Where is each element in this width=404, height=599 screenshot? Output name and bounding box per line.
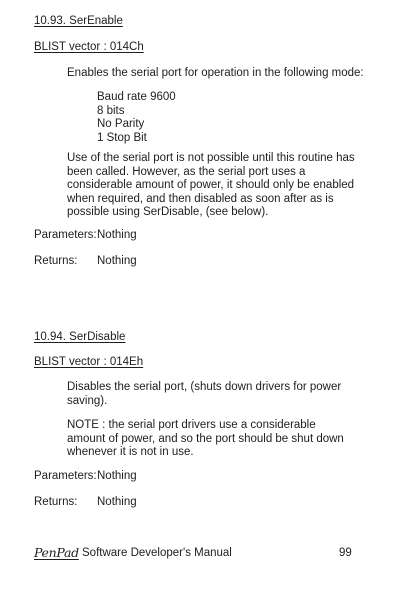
list-item-stop-bit: 1 Stop Bit (97, 131, 147, 144)
parameters-value: Nothing (97, 470, 137, 482)
serial-mode-list (97, 91, 176, 145)
returns-value: Nothing (97, 496, 137, 508)
serdisable-note: NOTE : the serial port drivers use a considerable amount of power, and so the port should be shut down whenever it is not in use. (67, 419, 344, 458)
serenable-parameters-row (34, 229, 137, 243)
serenable-intro: Enables the serial port for operation in the following mode: (67, 67, 364, 79)
parameters-value: Nothing (97, 229, 137, 241)
list-item-parity: No Parity (97, 118, 145, 130)
blist-vector-serenable: BLIST vector : 014Ch (34, 41, 144, 53)
serenable-returns-row (34, 255, 137, 269)
page-number: 99 (339, 547, 352, 559)
returns-value: Nothing (97, 255, 137, 267)
blist-vector-serdisable: BLIST vector : 014Eh (34, 356, 144, 368)
section-heading-serdisable: 10.94. SerDisable (34, 331, 126, 343)
serdisable-parameters-row (34, 470, 137, 484)
penpad-logo: PenPad (34, 545, 79, 560)
parameters-label: Parameters: (34, 470, 97, 482)
returns-label: Returns: (34, 255, 78, 267)
footer-title: Software Developer's Manual (82, 547, 232, 559)
serdisable-intro: Disables the serial port, (shuts down drivers for power saving). (67, 381, 342, 407)
parameters-label: Parameters: (34, 229, 97, 241)
section-heading-serenable: 10.93. SerEnable (34, 15, 123, 27)
list-item-baud-rate: Baud rate 9600 (97, 91, 176, 103)
returns-label: Returns: (34, 496, 78, 508)
list-item-data-bits: 8 bits (97, 104, 125, 117)
serenable-description: Use of the serial port is not possible until this routine has been called. However, as the serial port uses a considerable amount of power, it should only be enabled when required, and then disabled as soon after as is possible using SerDisable, (see below). (67, 152, 355, 218)
serdisable-returns-row (34, 496, 137, 510)
